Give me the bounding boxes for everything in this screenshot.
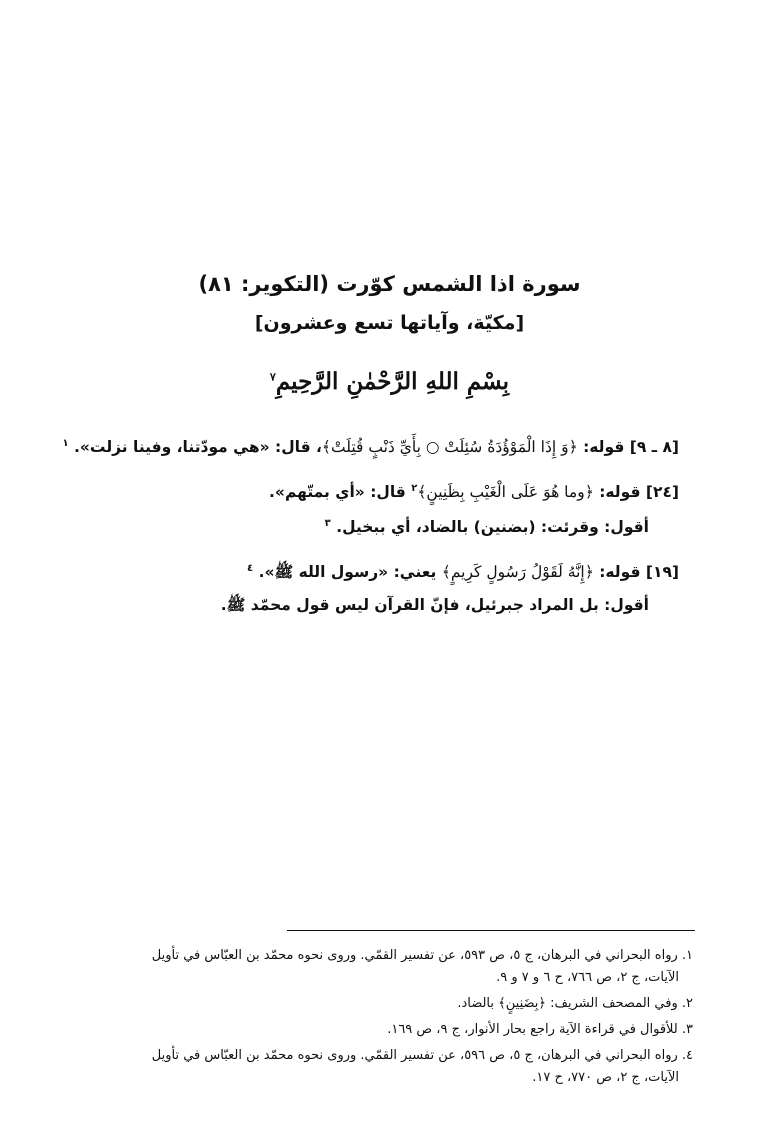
basmala [0,368,779,395]
entry-1 [62,432,679,459]
quran-verse: ﴿وَ إِذَا الْمَوْؤُدَةُ سُئِلَتْ ○ بِأَيِّ ذَنْبٍ قُتِلَتْ﴾ [321,438,578,457]
entry-2 [79,477,679,504]
footnote-marker: ٣ [324,518,331,530]
basmala-marker: ٧ [269,370,276,384]
footnote-2 [83,993,693,1015]
surah-title: سورة اذا الشمس كوّرت (التكوير: ٨١) [198,272,581,296]
quran-verse: ﴿وما هُوَ عَلَى الْغَيْبِ بِظَنِينٍ﴾ [417,483,594,502]
entry-lead: قوله: [599,483,641,502]
entry-ref: [٢٤] [645,483,679,502]
footnote-line: ٤. رواه البحراني في البرهان، ج ٥، ص ٥٩٦، عن تفسير القمّي. وروى نحوه محمّد بن العبّاس في تأويل [151,1048,693,1063]
entry-3 [79,557,679,584]
commentary-entries [62,432,679,635]
footnote-line: ٢. وفي المصحف الشريف: ﴿بِضَنِينٍ﴾ بالضاد. [457,996,693,1011]
entry-ref: [٨ ـ ٩] [629,438,679,457]
entry-lead: قوله: [583,438,625,457]
footnote-1 [83,945,693,989]
footnote-divider [287,930,695,931]
entry-2-comment [79,512,649,539]
footnote-marker: ٢ [411,483,418,495]
surah-subtitle: [مكيّة، وآياتها تسع وعشرون] [254,312,525,334]
entry-lead: قوله: [599,563,641,582]
entry-ref: [١٩] [645,563,679,582]
entry-text: قال: «أي بمتّهم». [269,483,412,502]
footnote-marker: ١ [62,438,69,449]
footnote-line-continued: الآيات، ج ٢، ص ٧٦٦، ح ٦ و ٧ و ٩. [496,970,679,985]
comment-text: أقول: بل المراد جبرئيل، فإنّ القرآن ليس قول محمّد ﷺ. [220,595,649,614]
surah-heading [0,268,779,340]
comment-text: أقول: وقرئت: (بضنين) بالضاد، أي ببخيل. [336,518,649,537]
basmala-text: بِسْمِ اللهِ الرَّحْمٰنِ الرَّحِيمِ [275,368,510,395]
footnote-3 [83,1019,693,1041]
entry-text: يعني: «رسول الله ﷺ». [258,563,442,582]
footnote-line: ٣. للأقوال في قراءة الآية راجع بحار الأنوار، ج ٩، ص ١٦٩. [387,1022,693,1037]
footnote-line-continued: الآيات، ج ٢، ص ٧٧٠، ح ١٧. [532,1070,679,1085]
quran-verse: ﴿إِنَّهُ لَقَوْلُ رَسُولٍ كَرِيمٍ﴾ [441,563,594,582]
footnotes [83,945,693,1093]
entry-3-comment [79,593,649,617]
footnote-marker: ٤ [247,563,254,575]
footnote-4 [83,1045,693,1089]
entry-text: ، قال: «هي مودّتنا، وفينا نزلت». [74,438,322,457]
footnote-line: ١. رواه البحراني في البرهان، ج ٥، ص ٥٩٣، عن تفسير القمّي. وروى نحوه محمّد بن العبّاس في تأويل [151,948,693,963]
